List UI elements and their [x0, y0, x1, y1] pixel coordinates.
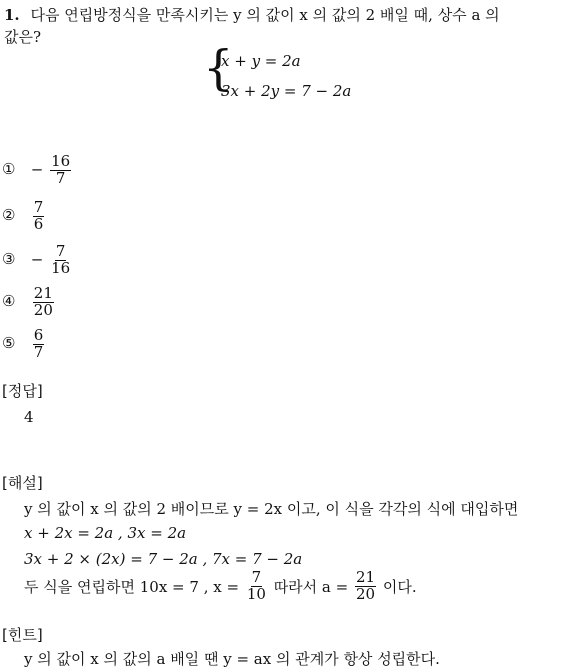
solution-line2: x + 2x = 2a , 3x = 2a [24, 524, 187, 542]
numerator: 21 [356, 568, 376, 586]
solution-line1: y 의 값이 x 의 값의 2 배이므로 y = 2x 이고, 이 식을 각각의 식에 대입하면 [24, 500, 519, 518]
choice-sign: − [30, 250, 44, 269]
choice-2[interactable] [2, 200, 46, 233]
answer-value: 4 [24, 408, 34, 426]
solution-fraction-2 [355, 570, 376, 603]
denominator: 20 [356, 584, 376, 603]
solution-line4-b: 따라서 a = [273, 577, 349, 596]
numerator: 7 [33, 198, 44, 216]
question-body: 다음 연립방정식을 만족시키는 y 의 값이 x 의 값의 2 배일 때, 상수 a 의 [30, 6, 500, 24]
choice-4[interactable] [2, 286, 56, 319]
denominator: 20 [33, 300, 53, 319]
choice-1[interactable] [2, 154, 73, 187]
choice-sign: − [30, 160, 44, 179]
equation-1: x + y = 2a [221, 52, 301, 70]
choice-fraction [33, 328, 45, 361]
denominator: 10 [246, 584, 266, 603]
choice-mark: ④ [2, 292, 16, 311]
solution-fraction-1 [246, 570, 267, 603]
choice-fraction [33, 200, 45, 233]
answer-label: [정답] [2, 382, 43, 400]
solution-label: [해설] [2, 474, 43, 492]
question-text-line2: 값은? [4, 28, 42, 46]
choice-mark: ③ [2, 250, 16, 269]
hint-line1: y 의 값이 x 의 값의 a 배일 땐 y = ax 의 관계가 항상 성립한다. [24, 650, 440, 668]
denominator: 16 [51, 258, 71, 277]
solution-line4-c: 이다. [382, 577, 417, 596]
solution-line4-a: 두 식을 연립하면 10x = 7 , x = [24, 577, 240, 596]
solution-line3: 3x + 2 × (2x) = 7 − 2a , 7x = 7 − 2a [24, 550, 303, 568]
choice-fraction [50, 154, 71, 187]
numerator: 16 [51, 152, 71, 170]
denominator: 7 [33, 342, 44, 361]
numerator: 7 [55, 242, 66, 260]
choice-mark: ② [2, 206, 16, 225]
equation-2: 3x + 2y = 7 − 2a [221, 82, 352, 100]
question-text-line1 [4, 4, 500, 25]
denominator: 6 [33, 214, 44, 233]
numerator: 6 [33, 326, 44, 344]
brace-icon: { [203, 40, 234, 96]
choice-3[interactable] [2, 244, 73, 277]
denominator: 7 [55, 168, 66, 187]
hint-label: [힌트] [2, 626, 43, 644]
choice-fraction [50, 244, 71, 277]
choice-mark: ⑤ [2, 334, 16, 353]
choice-fraction [33, 286, 54, 319]
numerator: 21 [33, 284, 53, 302]
question-number: 1. [4, 6, 20, 24]
numerator: 7 [251, 568, 262, 586]
choice-5[interactable] [2, 328, 46, 361]
solution-line4 [24, 570, 417, 603]
choice-mark: ① [2, 160, 16, 179]
